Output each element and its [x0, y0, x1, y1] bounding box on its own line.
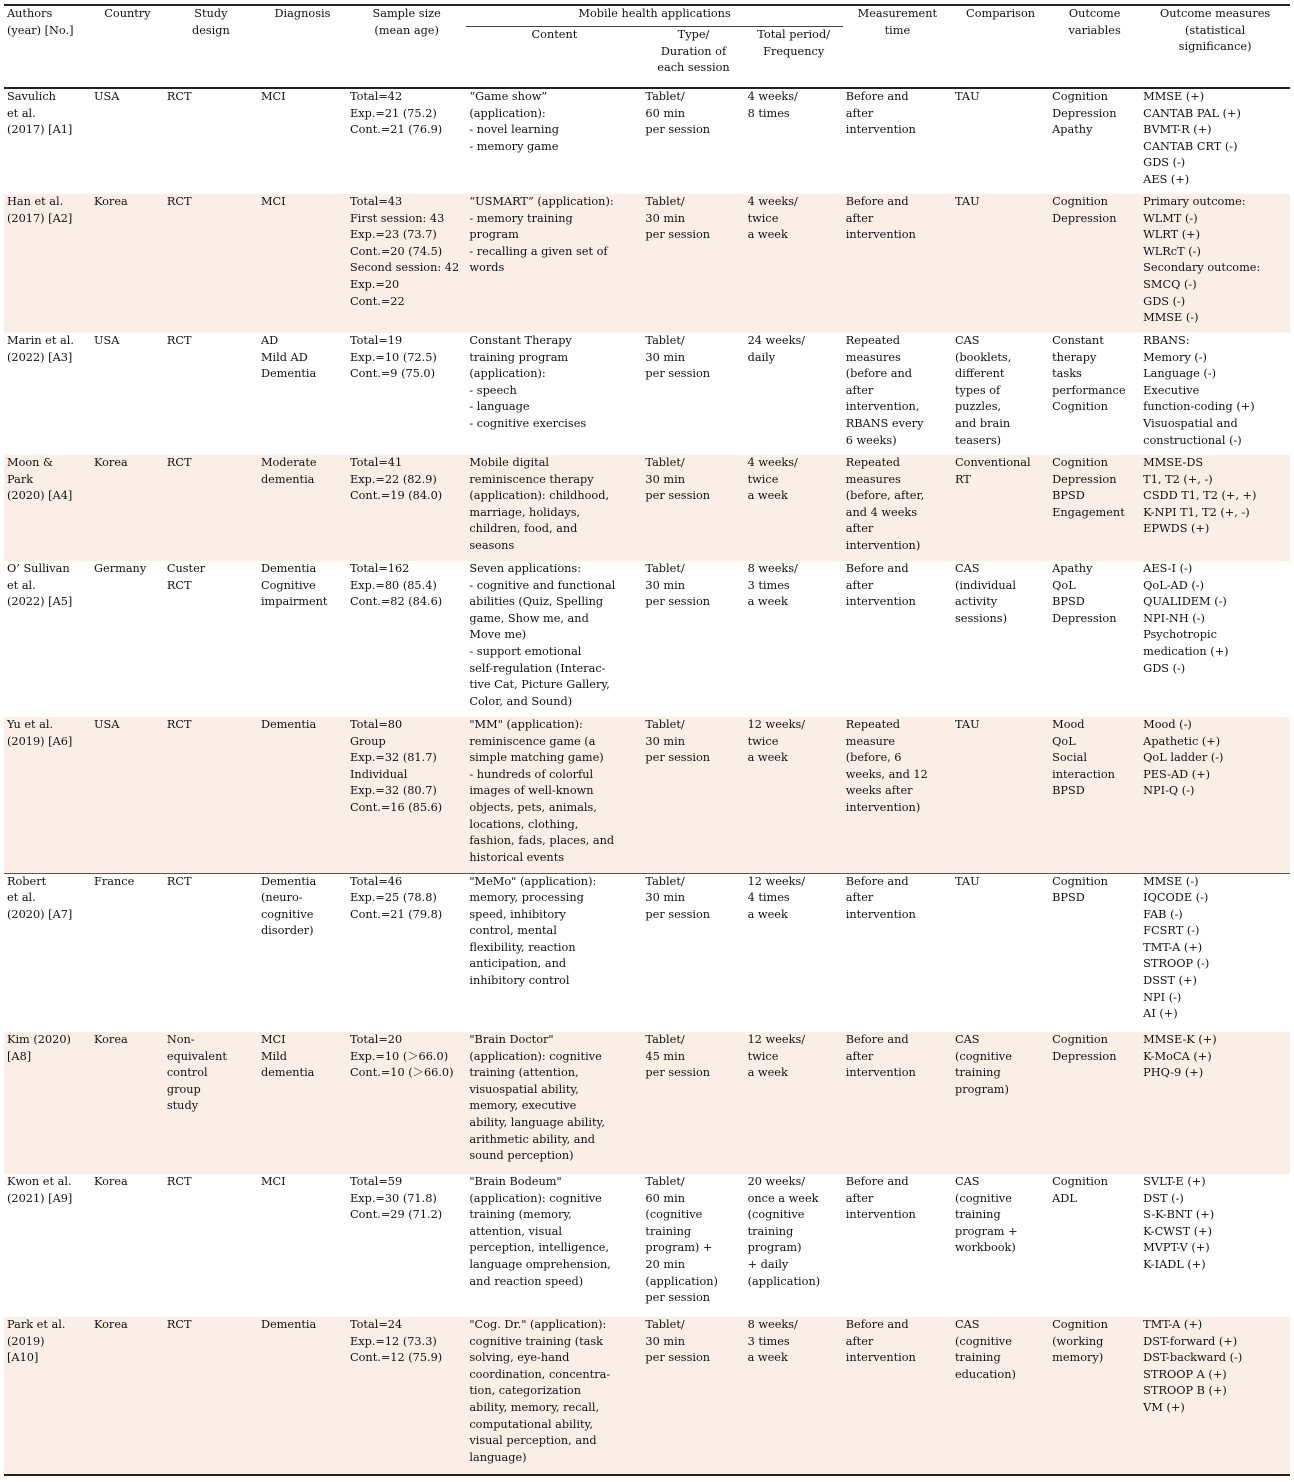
cell-content: "MM" (application): reminiscence game (a simple matching game) - hundreds of colorful images of well-known objects, pets, animals, locations, clothing, fashion, fads, places, and historical events [466, 717, 642, 873]
cell-outcome-vars: Cognition (working memory) [1049, 1317, 1140, 1475]
cell-authors: Marin et al. (2022) [A3] [7, 334, 74, 364]
cell-design: RCT [166, 1175, 192, 1188]
cell-period: 8 weeks/ 3 times a week [747, 562, 798, 609]
cell-diagnosis: MCI Mild dementia [258, 1032, 347, 1174]
cell-type: Tablet/ 30 min per session [645, 334, 711, 381]
cell-outcome-measures: MMSE-DS T1, T2 (+, -) CSDD T1, T2 (+, +) K-NPI T1, T2 (+, -) EPWDS (+) [1140, 455, 1290, 561]
cell-outcome-measures: MMSE (-) IQCODE (-) FAB (-) FCSRT (-) TMT-A (+) STROOP (-) DSST (+) NPI (-) AI (+) [1140, 873, 1290, 1032]
cell-measurement: Before and after intervention [843, 194, 952, 333]
cell-outcome-vars: Cognition BPSD [1049, 873, 1140, 1032]
cell-authors: Kim (2020) [A8] [4, 1032, 91, 1174]
cell-comparison: TAU [952, 717, 1049, 873]
cell-outcome-measures: TMT-A (+) DST-forward (+) DST-backward (-) STROOP A (+) STROOP B (+) VM (+) [1140, 1317, 1290, 1475]
cell-outcome-measures: MMSE (+) CANTAB PAL (+) BVMT-R (+) CANTAB CRT (-) GDS (-) AES (+) [1143, 90, 1241, 186]
cell-content: Mobile digital reminiscence therapy (application): childhood, marriage, holidays, children, food, and seasons [466, 455, 642, 561]
cell-sample: Total=80 Group Exp.=32 (81.7) Individual Exp.=32 (80.7) Cont.=16 (85.6) [347, 717, 466, 873]
cell-outcome-measures: RBANS: Memory (-) Language (-) Executive function-coding (+) Visuospatial and constructional (-) [1143, 334, 1255, 447]
table-row [4, 333, 1290, 455]
cell-country: Korea [91, 194, 164, 333]
cell-diagnosis: Dementia [258, 717, 347, 873]
cell-diagnosis: MCI [260, 90, 286, 103]
cell-outcome-vars: Apathy QoL BPSD Depression [1052, 562, 1117, 625]
table-row [4, 194, 1290, 333]
cell-comparison: TAU [952, 194, 1049, 333]
cell-outcome-vars: Cognition Depression [1049, 194, 1140, 333]
cell-diagnosis: MCI [260, 1175, 286, 1188]
cell-diagnosis: Moderate dementia [258, 455, 347, 561]
cell-design: RCT [164, 1317, 258, 1475]
cell-sample: Total=42 Exp.=21 (75.2) Cont.=21 (76.9) [349, 90, 443, 137]
cell-authors: Yu et al. (2019) [A6] [4, 717, 91, 873]
cell-sample: Total=24 Exp.=12 (73.3) Cont.=12 (75.9) [347, 1317, 466, 1475]
header-authors: Authors (year) [No.] [4, 5, 91, 88]
cell-country: Korea [91, 1032, 164, 1174]
cell-authors: Han et al. (2017) [A2] [4, 194, 91, 333]
cell-period: 20 weeks/ once a week (cognitive training program) + daily (application) [747, 1175, 821, 1288]
cell-sample: Total=43 First session: 43 Exp.=23 (73.7) Cont.=20 (74.5) Second session: 42 Exp.=20 Cont.=22 [347, 194, 466, 333]
header-sample: Sample size (mean age) [347, 5, 466, 88]
cell-content: Seven applications: - cognitive and functional abilities (Quiz, Spelling game, Show me, and Move me) - support emotional self-regulation (Interac- tive Cat, Picture Gallery, Color, and Sound) [469, 562, 616, 708]
cell-country: France [91, 873, 164, 1032]
cell-authors: Moon & Park (2020) [A4] [4, 455, 91, 561]
cell-period: 4 weeks/ twice a week [745, 455, 843, 561]
cell-authors: Kwon et al. (2021) [A9] [7, 1175, 73, 1205]
cell-outcome-vars: Constant therapy tasks performance Cognition [1052, 334, 1126, 414]
cell-measurement: Before and after intervention [845, 90, 916, 137]
cell-outcome-measures: Mood (-) Apathetic (+) QoL ladder (-) PES-AD (+) NPI-Q (-) [1140, 717, 1290, 873]
cell-outcome-vars: Mood QoL Social interaction BPSD [1049, 717, 1140, 873]
header-mobile-health-applications: Mobile health applications [466, 5, 842, 27]
table-row [4, 1032, 1290, 1174]
cell-type: Tablet/ 30 min per session [642, 194, 744, 333]
cell-type: Tablet/ 30 min per session [642, 873, 744, 1032]
cell-measurement: Before and after intervention [843, 873, 952, 1032]
cell-outcome-vars: Cognition Depression BPSD Engagement [1049, 455, 1140, 561]
cell-comparison: CAS (booklets, different types of puzzles, and brain teasers) [955, 334, 1012, 447]
table-row [4, 873, 1290, 1032]
cell-content: "MeMo" (application): memory, processing speed, inhibitory control, mental flexibility, reaction anticipation, and inhibitory control [466, 873, 642, 1032]
cell-sample: Total=41 Exp.=22 (82.9) Cont.=19 (84.0) [347, 455, 466, 561]
cell-authors: O’ Sullivan et al. (2022) [A5] [7, 562, 73, 609]
table-row [4, 1317, 1290, 1475]
cell-diagnosis: AD Mild AD Dementia [260, 334, 317, 381]
cell-sample: Total=59 Exp.=30 (71.8) Cont.=29 (71.2) [349, 1175, 443, 1222]
cell-measurement: Repeated measure (before, 6 weeks, and 12 weeks after intervention) [843, 717, 952, 873]
cell-period: 4 weeks/ twice a week [745, 194, 843, 333]
cell-outcome-vars: Cognition ADL [1052, 1175, 1108, 1205]
header-outcome-variables: Outcome variables [1049, 5, 1140, 88]
cell-country: Korea [91, 1317, 164, 1475]
cell-type: Tablet/ 30 min per session [642, 717, 744, 873]
cell-diagnosis: MCI [258, 194, 347, 333]
cell-authors: Park et al. (2019) [A10] [4, 1317, 91, 1475]
cell-design: RCT [164, 717, 258, 873]
cell-outcome-vars: Cognition Depression [1049, 1032, 1140, 1174]
cell-diagnosis: Dementia [258, 1317, 347, 1475]
cell-sample: Total=46 Exp.=25 (78.8) Cont.=21 (79.8) [347, 873, 466, 1032]
table-row [4, 88, 1290, 194]
cell-type: Tablet/ 60 min (cognitive training program) + 20 min (application) per session [645, 1175, 718, 1305]
cell-outcome-measures: Primary outcome: WLMT (-) WLRT (+) WLRcT (-) Secondary outcome: SMCQ (-) GDS (-) MMSE (-) [1140, 194, 1290, 333]
cell-type: Tablet/ 30 min per session [645, 562, 711, 609]
cell-type: Tablet/ 45 min per session [642, 1032, 744, 1174]
cell-measurement: Before and after intervention [843, 1317, 952, 1475]
cell-design: RCT [164, 194, 258, 333]
cell-design: RCT [164, 873, 258, 1032]
cell-comparison: CAS (cognitive training program) [952, 1032, 1049, 1174]
cell-country: USA [91, 717, 164, 873]
table-row [4, 455, 1290, 561]
cell-measurement: Before and after intervention [845, 1175, 916, 1222]
cell-diagnosis: Dementia Cognitive impairment [260, 562, 328, 609]
header-diagnosis: Diagnosis [258, 5, 347, 88]
cell-sample: Total=20 Exp.=10 (＞66.0) Cont.=10 (＞66.0) [347, 1032, 466, 1174]
header-period-frequency: Total period/ Frequency [745, 27, 843, 89]
cell-content: "Brain Bodeum" (application): cognitive training (memory, attention, visual perception, intelligence, language omprehension, and reaction speed) [469, 1175, 611, 1288]
cell-type: Tablet/ 30 min per session [642, 455, 744, 561]
cell-period: 24 weeks/ daily [747, 334, 806, 364]
header-outcome-measures: Outcome measures (statistical significance) [1140, 5, 1290, 88]
cell-measurement: Before and after intervention [843, 1032, 952, 1174]
cell-country: USA [94, 90, 120, 103]
cell-period: 12 weeks/ 4 times a week [745, 873, 843, 1032]
cell-type: Tablet/ 30 min per session [642, 1317, 744, 1475]
cell-outcome-measures: SVLT-E (+) DST (-) S-K-BNT (+) K-CWST (+) MVPT-V (+) K-IADL (+) [1143, 1175, 1215, 1271]
cell-outcome-vars: Cognition Depression Apathy [1052, 90, 1117, 137]
cell-measurement: Repeated measures (before, after, and 4 weeks after intervention) [843, 455, 952, 561]
cell-content: Constant Therapy training program (application): - speech - language - cognitive exercises [469, 334, 587, 430]
cell-period: 4 weeks/ 8 times [747, 90, 798, 120]
cell-content: “Game show” (application): - novel learning - memory game [469, 90, 559, 153]
header-type-duration: Type/ Duration of each session [642, 27, 744, 89]
header-comparison: Comparison [952, 5, 1049, 88]
header-country: Country [91, 5, 164, 88]
cell-authors: Savulich et al. (2017) [A1] [7, 90, 73, 137]
cell-content: “USMART” (application): - memory training program - recalling a given set of words [466, 194, 642, 333]
cell-diagnosis: Dementia (neuro- cognitive disorder) [258, 873, 347, 1032]
cell-outcome-measures: MMSE-K (+) K-MoCA (+) PHQ-9 (+) [1140, 1032, 1290, 1174]
cell-authors: Robert et al. (2020) [A7] [4, 873, 91, 1032]
cell-period: 12 weeks/ twice a week [745, 717, 843, 873]
cell-comparison: TAU [952, 873, 1049, 1032]
cell-period: 12 weeks/ twice a week [745, 1032, 843, 1174]
table-row [4, 1174, 1290, 1317]
cell-design: Non- equivalent control group study [164, 1032, 258, 1174]
cell-type: Tablet/ 60 min per session [645, 90, 711, 137]
cell-measurement: Before and after intervention [845, 562, 916, 609]
cell-design: RCT [166, 334, 192, 347]
cell-comparison: CAS (individual activity sessions) [955, 562, 1016, 625]
cell-country: Germany [94, 562, 147, 575]
cell-design: RCT [166, 90, 192, 103]
cell-comparison: CAS (cognitive training education) [952, 1317, 1049, 1475]
table-row [4, 717, 1290, 873]
cell-design: RCT [164, 455, 258, 561]
cell-content: "Brain Doctor" (application): cognitive training (attention, visuospatial ability, memory, executive ability, language ability, arithmetic ability, and sound perception) [466, 1032, 642, 1174]
cell-sample: Total=19 Exp.=10 (72.5) Cont.=9 (75.0) [349, 334, 437, 381]
cell-measurement: Repeated measures (before and after intervention, RBANS every 6 weeks) [845, 334, 924, 447]
cell-comparison: Conventional RT [952, 455, 1049, 561]
cell-comparison: TAU [955, 90, 980, 103]
cell-period: 8 weeks/ 3 times a week [745, 1317, 843, 1475]
header-content: Content [466, 27, 642, 89]
cell-comparison: CAS (cognitive training program + workbook) [955, 1175, 1018, 1255]
cell-sample: Total=162 Exp.=80 (85.4) Cont.=82 (84.6) [349, 562, 443, 609]
cell-country: Korea [94, 1175, 128, 1188]
studies-table [4, 4, 1290, 1476]
table-row [4, 561, 1290, 717]
cell-outcome-measures: AES-I (-) QoL-AD (-) QUALIDEM (-) NPI-NH (-) Psychotropic medication (+) GDS (-) [1143, 562, 1229, 675]
cell-content: "Cog. Dr." (application): cognitive training (task solving, eye-hand coordination, concentra- tion, categorization ability, memory, recall, computational ability, visual perception, and language) [466, 1317, 642, 1475]
header-design: Study design [164, 5, 258, 88]
cell-country: USA [94, 334, 120, 347]
table-body [4, 88, 1290, 1475]
cell-design: Custer RCT [166, 562, 206, 592]
cell-country: Korea [91, 455, 164, 561]
header-measurement: Measurement time [843, 5, 952, 88]
